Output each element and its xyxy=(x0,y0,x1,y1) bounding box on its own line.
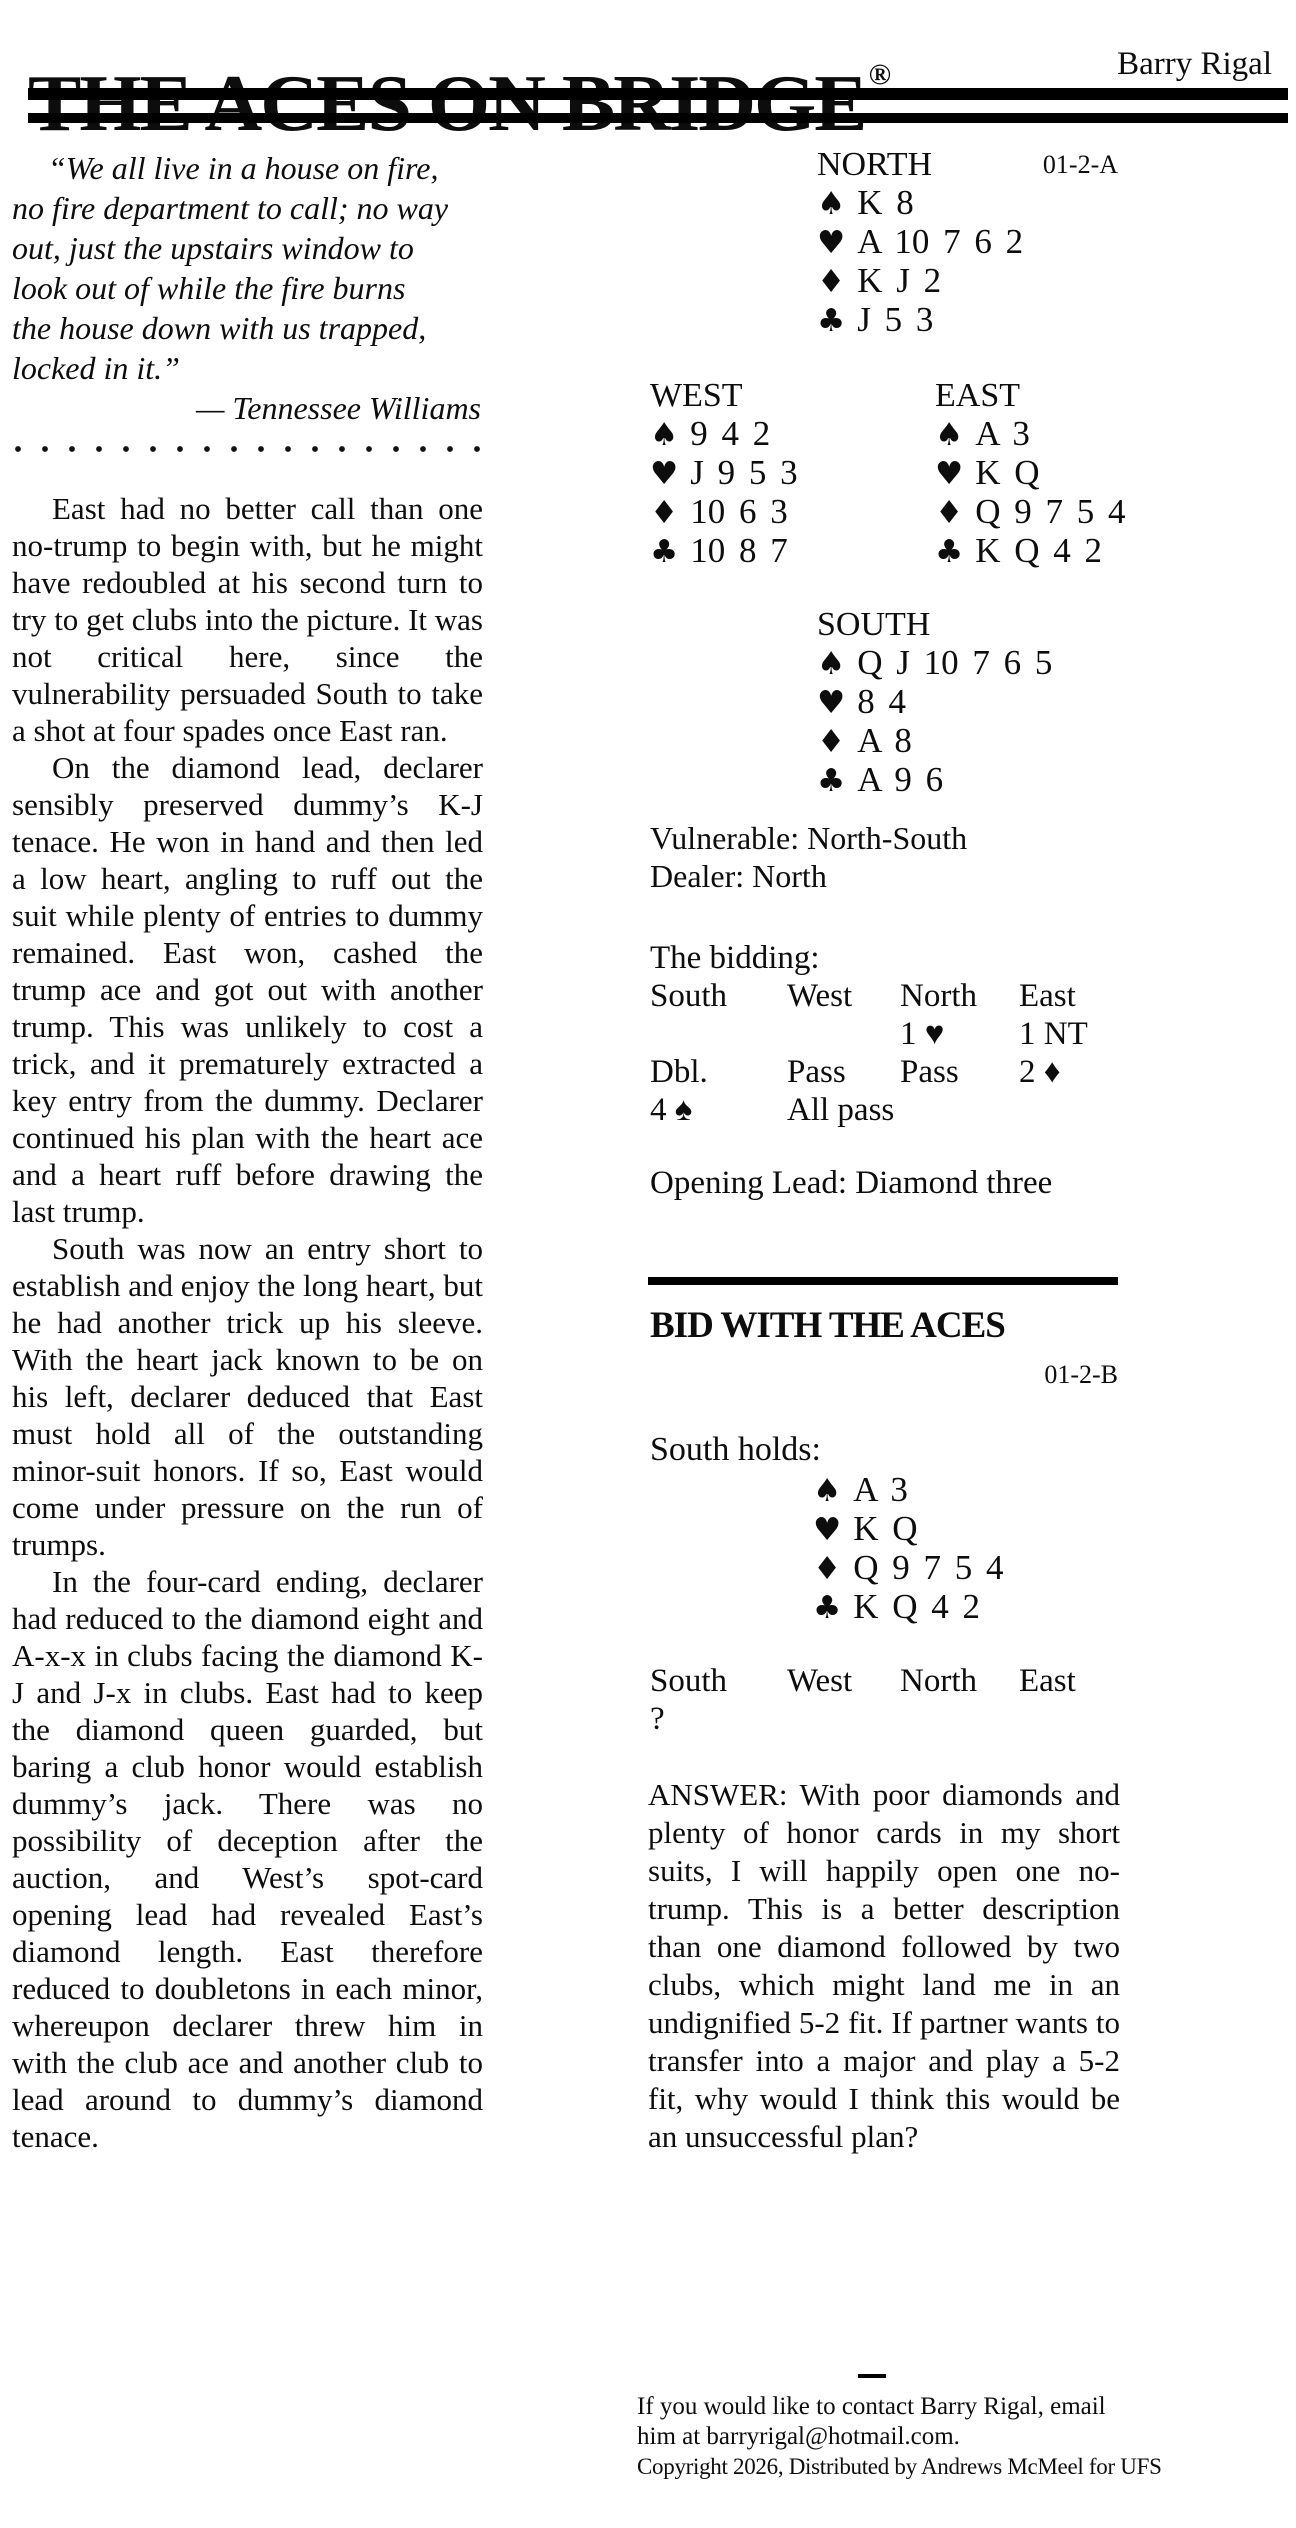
cards: A 8 xyxy=(857,721,912,760)
dotted-separator xyxy=(14,444,482,454)
quiz-col-north: North xyxy=(900,1663,977,1699)
cards: 9 4 2 xyxy=(690,414,771,453)
cards: 10 8 7 xyxy=(690,531,788,570)
byline: Barry Rigal xyxy=(1117,46,1272,82)
footer-separator-dash xyxy=(858,2374,886,2378)
hand-row-spades xyxy=(935,415,1126,454)
bid-cell: 1 ♥ xyxy=(900,1016,945,1052)
cards: K J 2 xyxy=(857,261,942,300)
seat-label-east: EAST xyxy=(935,377,1020,414)
quote-line: look out of while the fire burns xyxy=(12,270,406,306)
cards: K 8 xyxy=(857,183,914,222)
diamond-icon: ♦ xyxy=(813,1551,842,1587)
bid-cell: Dbl. xyxy=(650,1054,708,1090)
hand-row-hearts xyxy=(817,223,1023,262)
bidding-col-west: West xyxy=(787,978,853,1014)
north-hand xyxy=(817,146,1023,340)
cards: K Q 4 2 xyxy=(853,1587,981,1626)
bidding-heading: The bidding: xyxy=(650,940,820,976)
vulnerable-line: Vulnerable: North-South xyxy=(650,820,968,856)
bid-cell xyxy=(787,1015,900,1053)
epigraph-quote xyxy=(12,148,483,428)
registered-trademark-icon: ® xyxy=(868,57,891,91)
spade-icon: ♠ xyxy=(935,417,964,453)
spade-icon: ♠ xyxy=(650,417,679,453)
quiz-col-south: South xyxy=(650,1663,728,1699)
bidding-col-south: South xyxy=(650,978,728,1014)
hand-row-clubs xyxy=(817,761,1052,800)
club-icon: ♣ xyxy=(817,303,846,339)
cards: Q 9 7 5 4 xyxy=(975,492,1126,531)
quote-line: out, just the upstairs window to xyxy=(12,230,414,266)
cards: J 9 5 3 xyxy=(690,453,798,492)
board-label-a: 01-2-A xyxy=(1042,150,1118,179)
vulnerability-info xyxy=(650,819,967,895)
hand-row-diamonds xyxy=(935,493,1126,532)
bid-cell xyxy=(650,1015,787,1053)
article-paragraph: South was now an entry short to establish and enjoy the long heart, but he had another trick up his sleeve. With the heart jack known to be on his left, declarer deduced that East must hold all of the outstanding minor-suit honors. If so, East would come under pressure on the run of trumps. xyxy=(12,1231,483,1562)
south-holds-hand xyxy=(813,1471,1004,1627)
east-hand xyxy=(935,377,1126,571)
heart-icon: ♥ xyxy=(813,1512,842,1548)
spade-icon: ♠ xyxy=(817,186,846,222)
contact-info: If you would like to contact Barry Rigal, email him at barryrigal@hotmail.com. xyxy=(637,2393,1106,2450)
cards: A 10 7 6 2 xyxy=(857,222,1024,261)
quiz-col-east: East xyxy=(1019,1663,1076,1699)
heart-icon: ♥ xyxy=(817,225,846,261)
cards: Q J 10 7 6 5 xyxy=(857,643,1053,682)
hand-row-diamonds xyxy=(817,722,1052,761)
hand-row-hearts xyxy=(935,454,1126,493)
quote-attribution: — Tennessee Williams xyxy=(195,390,481,426)
cards: 8 4 xyxy=(857,682,906,721)
opening-lead: Opening Lead: Diamond three xyxy=(650,1165,1053,1201)
quiz-auction-table xyxy=(650,1662,1120,1738)
diamond-icon: ♦ xyxy=(817,724,846,760)
spade-icon: ♠ xyxy=(813,1473,842,1509)
hand-row-spades xyxy=(813,1471,1004,1510)
quiz-question-mark: ? xyxy=(650,1701,665,1737)
hand-row-hearts xyxy=(813,1510,1004,1549)
bid-cell: Pass xyxy=(900,1054,959,1090)
article-paragraph: On the diamond lead, declarer sensibly preserved dummy’s K-J tenace. He won in hand and then led a low heart, angling to ruff out the suit while plenty of entries to dummy remained. East won, cashed the trump ace and got out with another trump. This was unlikely to cost a trick, and it prematurely extracted a key entry from the dummy. Declarer continued his plan with the heart ace and a heart ruff before drawing the last trump. xyxy=(12,750,483,1229)
answer-paragraph: ANSWER: With poor diamonds and plenty of honor cards in my short suits, I will happily open one no-trump. This is a better description than one diamond followed by two clubs, which might land me in an undignified 5-2 fit. If partner wants to transfer into a major and play a 5-2 fit, why would I think this would be an unsuccessful plan? xyxy=(648,1777,1120,2154)
cards: J 5 3 xyxy=(857,300,934,339)
cards: Q 9 7 5 4 xyxy=(853,1548,1004,1587)
bid-cell xyxy=(900,1091,1019,1129)
spade-icon: ♠ xyxy=(817,646,846,682)
hand-row-spades xyxy=(650,415,798,454)
bid-cell xyxy=(1019,1091,1120,1129)
diamond-icon: ♦ xyxy=(650,495,679,531)
footer xyxy=(637,2374,1162,2482)
cards: A 3 xyxy=(975,414,1030,453)
club-icon: ♣ xyxy=(817,763,846,799)
heart-icon: ♥ xyxy=(817,685,846,721)
cards: A 3 xyxy=(853,1470,908,1509)
hand-row-spades xyxy=(817,184,1023,223)
column-title-text: THE ACES ON BRIDGE xyxy=(28,59,866,148)
bid-with-the-aces-heading: BID WITH THE ACES xyxy=(650,1305,1005,1346)
hand-row-diamonds xyxy=(813,1549,1004,1588)
south-hand xyxy=(817,606,1052,800)
hand-row-hearts xyxy=(650,454,798,493)
club-icon: ♣ xyxy=(935,534,964,570)
copyright-line: Copyright 2026, Distributed by Andrews McMeel for UFS xyxy=(637,2454,1162,2479)
hand-row-clubs xyxy=(935,532,1126,571)
cards: K Q xyxy=(853,1509,918,1548)
bidding-col-east: East xyxy=(1019,978,1076,1014)
bid-cell: 1 NT xyxy=(1019,1016,1088,1052)
seat-label-south: SOUTH xyxy=(817,606,931,643)
quote-line: no fire department to call; no way xyxy=(12,190,449,226)
quiz-col-west: West xyxy=(787,1663,853,1699)
cards: K Q 4 2 xyxy=(975,531,1103,570)
heart-icon: ♥ xyxy=(935,456,964,492)
quote-line: locked in it.” xyxy=(12,350,180,386)
hand-row-clubs xyxy=(817,301,1023,340)
quote-line: the house down with us trapped, xyxy=(12,310,427,346)
dealer-line: Dealer: North xyxy=(650,858,827,894)
article-body xyxy=(12,490,483,2155)
hand-row-hearts xyxy=(817,683,1052,722)
heart-icon: ♥ xyxy=(650,456,679,492)
seat-label-north: NORTH xyxy=(817,146,933,183)
bidding-col-north: North xyxy=(900,978,977,1014)
bid-cell: 2 ♦ xyxy=(1019,1054,1061,1090)
cards: 10 6 3 xyxy=(690,492,788,531)
hand-row-clubs xyxy=(813,1588,1004,1627)
diamond-icon: ♦ xyxy=(817,264,846,300)
header-double-rule xyxy=(28,88,1288,123)
hand-row-clubs xyxy=(650,532,798,571)
cards: A 9 6 xyxy=(857,760,944,799)
hand-row-diamonds xyxy=(650,493,798,532)
cards: K Q xyxy=(975,453,1040,492)
quote-line: “We all live in a house on fire, xyxy=(48,150,439,186)
diamond-icon: ♦ xyxy=(935,495,964,531)
hand-row-diamonds xyxy=(817,262,1023,301)
south-holds-label: South holds: xyxy=(650,1431,821,1468)
bid-cell: Pass xyxy=(787,1054,846,1090)
club-icon: ♣ xyxy=(650,534,679,570)
section-divider-rule xyxy=(648,1277,1118,1285)
bid-cell: All pass xyxy=(787,1092,895,1128)
bid-cell: 4 ♠ xyxy=(650,1092,693,1128)
board-label-b: 01-2-B xyxy=(1044,1360,1118,1389)
article-paragraph: East had no better call than one no-trump to begin with, but he might have redoubled at his second turn to try to get clubs into the picture. It was not critical here, since the vulnerability persuaded South to take a shot at four spades once East ran. xyxy=(12,491,483,748)
club-icon: ♣ xyxy=(813,1590,842,1626)
bidding-table xyxy=(650,977,1120,1129)
hand-row-spades xyxy=(817,644,1052,683)
west-hand xyxy=(650,377,798,571)
seat-label-west: WEST xyxy=(650,377,743,414)
article-paragraph: In the four-card ending, declarer had reduced to the diamond eight and A-x-x in clubs facing the diamond K-J and J-x in clubs. East had to keep the diamond queen guarded, but baring a club honor would establish dummy’s jack. There was no possibility of deception after the auction, and West’s spot-card opening lead had revealed East’s diamond length. East therefore reduced to doubletons in each minor, whereupon declarer threw him in with the club ace and another club to lead around to dummy’s diamond tenace. xyxy=(12,1564,483,2154)
